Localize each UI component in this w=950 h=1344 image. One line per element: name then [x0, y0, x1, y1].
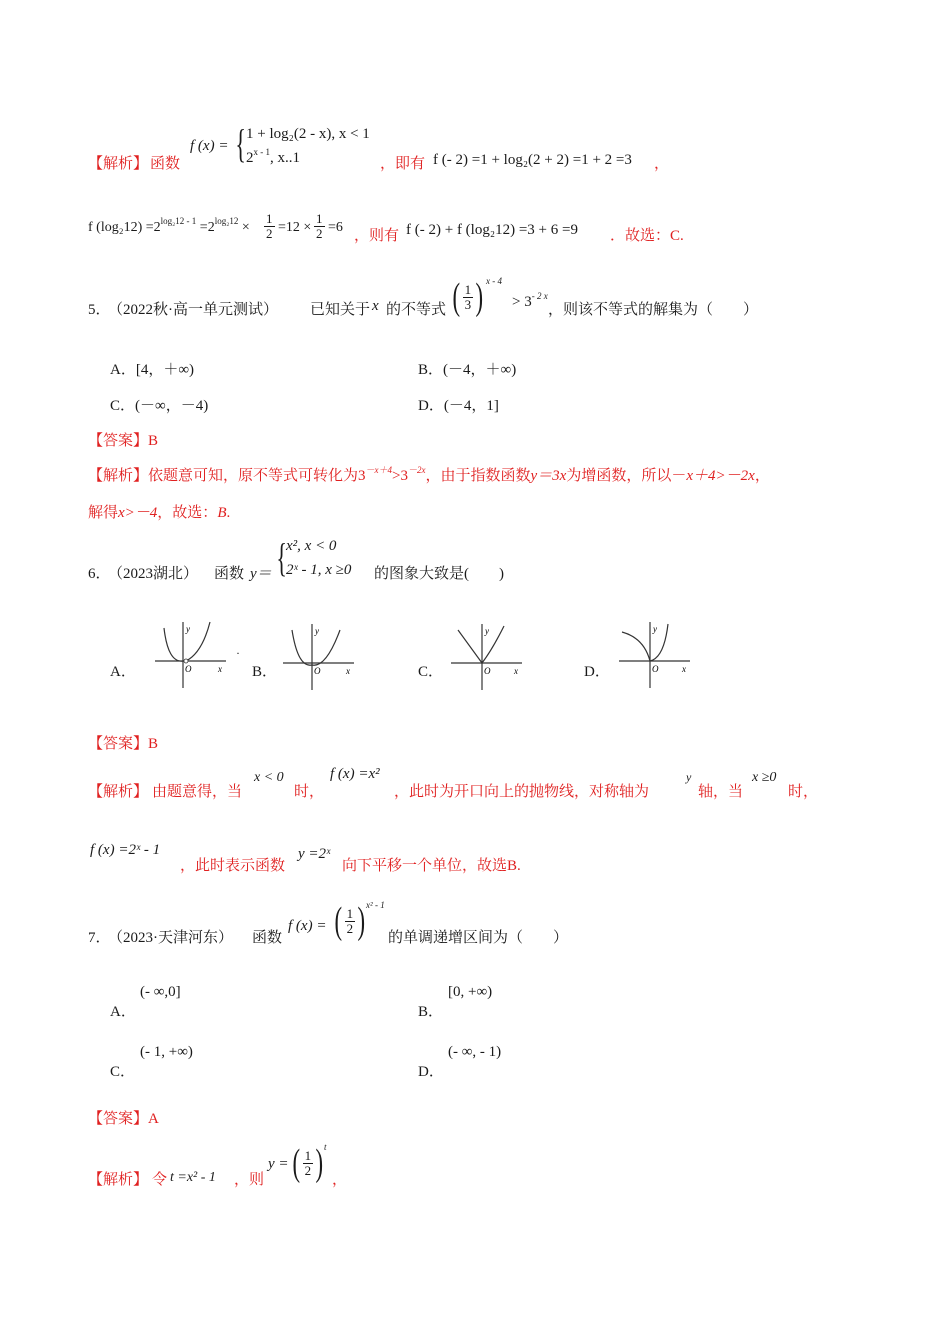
q4-then: ，则有	[354, 228, 400, 244]
q6-case1: x², x < 0	[286, 538, 337, 554]
q6-graph-b-x-label: x	[346, 666, 350, 676]
q6-graph-d-left-curve	[622, 632, 650, 661]
q4-jiexi-tag: 【解析】	[88, 156, 149, 172]
q6-option-b-label[interactable]: B．	[252, 664, 278, 680]
q4-case2: 2$^{x - 1}$, x..1	[246, 147, 300, 166]
q4-sum: f (- 2) + f (log₂12) =3 + 6 =9	[406, 222, 578, 238]
q7-answer: 【答案】A	[88, 1111, 159, 1127]
q5-option-d[interactable]: D．(－4，1]	[418, 398, 499, 414]
q4-frac1: $\frac{1}{2}$	[266, 211, 273, 241]
q5-stem-b: 的不等式	[386, 302, 447, 318]
q6-graph-a-origin: O	[185, 664, 192, 674]
q4-f-lhs: f (x) =	[190, 138, 229, 154]
q4-jiexi-intro: 函数	[150, 156, 181, 172]
q6-option-a-label[interactable]: A．	[110, 664, 136, 680]
q6-graph-c-x-label: x	[514, 666, 518, 676]
q6-graph-d-y-label: y	[653, 624, 657, 634]
q5-option-c[interactable]: C．(－∞，－4)	[110, 398, 209, 414]
q6-graph-b[interactable]	[278, 620, 358, 692]
q6-dot: ·	[236, 646, 240, 660]
q6-number: 6．	[88, 566, 111, 582]
q5-number: 5．	[88, 302, 111, 318]
q4-line2-a: f $(\log_212) =2^{log_212 - 1} =2^{log_212}$ ×	[88, 216, 250, 235]
q4-line2-d: =6	[328, 220, 343, 235]
q7-jiexi-power: ( $\frac{1}{2}$ )	[292, 1142, 324, 1184]
q5-jiexi-line2: 解得x>－4，故选：B.	[88, 505, 231, 521]
q5-source: （2022秋·高一单元测试）	[108, 302, 278, 318]
q4-line2-c: =12 ×	[278, 220, 312, 235]
q4-mid: ，即有	[380, 156, 426, 172]
q6-source: （2023湖北）	[108, 566, 199, 582]
q4-f-eval: f (- 2) =1 + log₂(2 + 2) =1 + 2 =3	[433, 152, 632, 168]
q6-graph-a-y-label: y	[186, 624, 190, 634]
q4-comma: ，	[654, 156, 670, 172]
q6-graph-a-open-point	[184, 659, 188, 663]
q5-gt: > $3^{- 2 x}$	[512, 291, 548, 310]
q6-option-d-label[interactable]: D．	[584, 664, 610, 680]
q5-stem-a: 已知关于	[310, 302, 371, 318]
q6-graph-b-y-label: y	[315, 626, 319, 636]
q6-brace: {	[276, 535, 287, 580]
q6-graph-d[interactable]	[614, 618, 694, 690]
q5-power: ( $\frac{1}{3}$ )	[452, 276, 484, 318]
q7-power: ( $\frac{1}{2}$ )	[334, 900, 366, 942]
q6-graph-c-origin: O	[484, 666, 491, 676]
q6-graph-c-left-line	[458, 630, 482, 663]
q4-conclusion: ．故选：C.	[610, 228, 684, 244]
q5-exp: x - 4	[486, 276, 502, 286]
q6-graph-b-origin: O	[314, 666, 321, 676]
q5-option-a[interactable]: A．[4，＋∞)	[110, 362, 195, 378]
q5-var-x: x	[372, 298, 379, 314]
q5-answer: 【答案】B	[88, 433, 159, 449]
q5-option-b[interactable]: B．(－4，＋∞)	[418, 362, 517, 378]
q5-jiexi-line1: 【解析】依题意可知，原不等式可转化为$3^{-x+4}>3^{-2x}$，由于指数函数y＝3x为增函数，所以－x＋4>－2x，	[88, 465, 770, 484]
q6-graph-c-y-label: y	[485, 626, 489, 636]
q6-case2: 2ˣ - 1, x ≥0	[286, 562, 352, 578]
q4-frac2: $\frac{1}{2}$	[316, 211, 323, 241]
q6-stem-y: y＝	[250, 566, 272, 582]
q6-graph-d-origin: O	[652, 664, 659, 674]
q6-option-c-label[interactable]: C．	[418, 664, 444, 680]
q6-stem-b: 的图象大致是( )	[374, 566, 504, 582]
q6-answer: 【答案】B	[88, 736, 159, 752]
q6-graph-a[interactable]	[150, 618, 230, 690]
q6-stem-a: 函数	[214, 566, 245, 582]
q6-jiexi-line1: 【解析】 由题意得，当 x < 0 时， f (x) =x² ，此时为开口向上的抛物线，对称轴为 y 轴，当 x ≥0 时，	[88, 766, 819, 800]
q6-graph-a-x-label: x	[218, 664, 222, 674]
q4-case1: 1 + log₂(2 - x), x < 1	[246, 126, 370, 142]
q6-graph-a-left-curve	[164, 628, 183, 661]
q6-graph-d-x-label: x	[682, 664, 686, 674]
q4-brace: {	[235, 121, 246, 166]
q6-graph-c[interactable]	[446, 620, 526, 692]
q5-stem-c: ，则该不等式的解集为（ ）	[548, 302, 759, 318]
